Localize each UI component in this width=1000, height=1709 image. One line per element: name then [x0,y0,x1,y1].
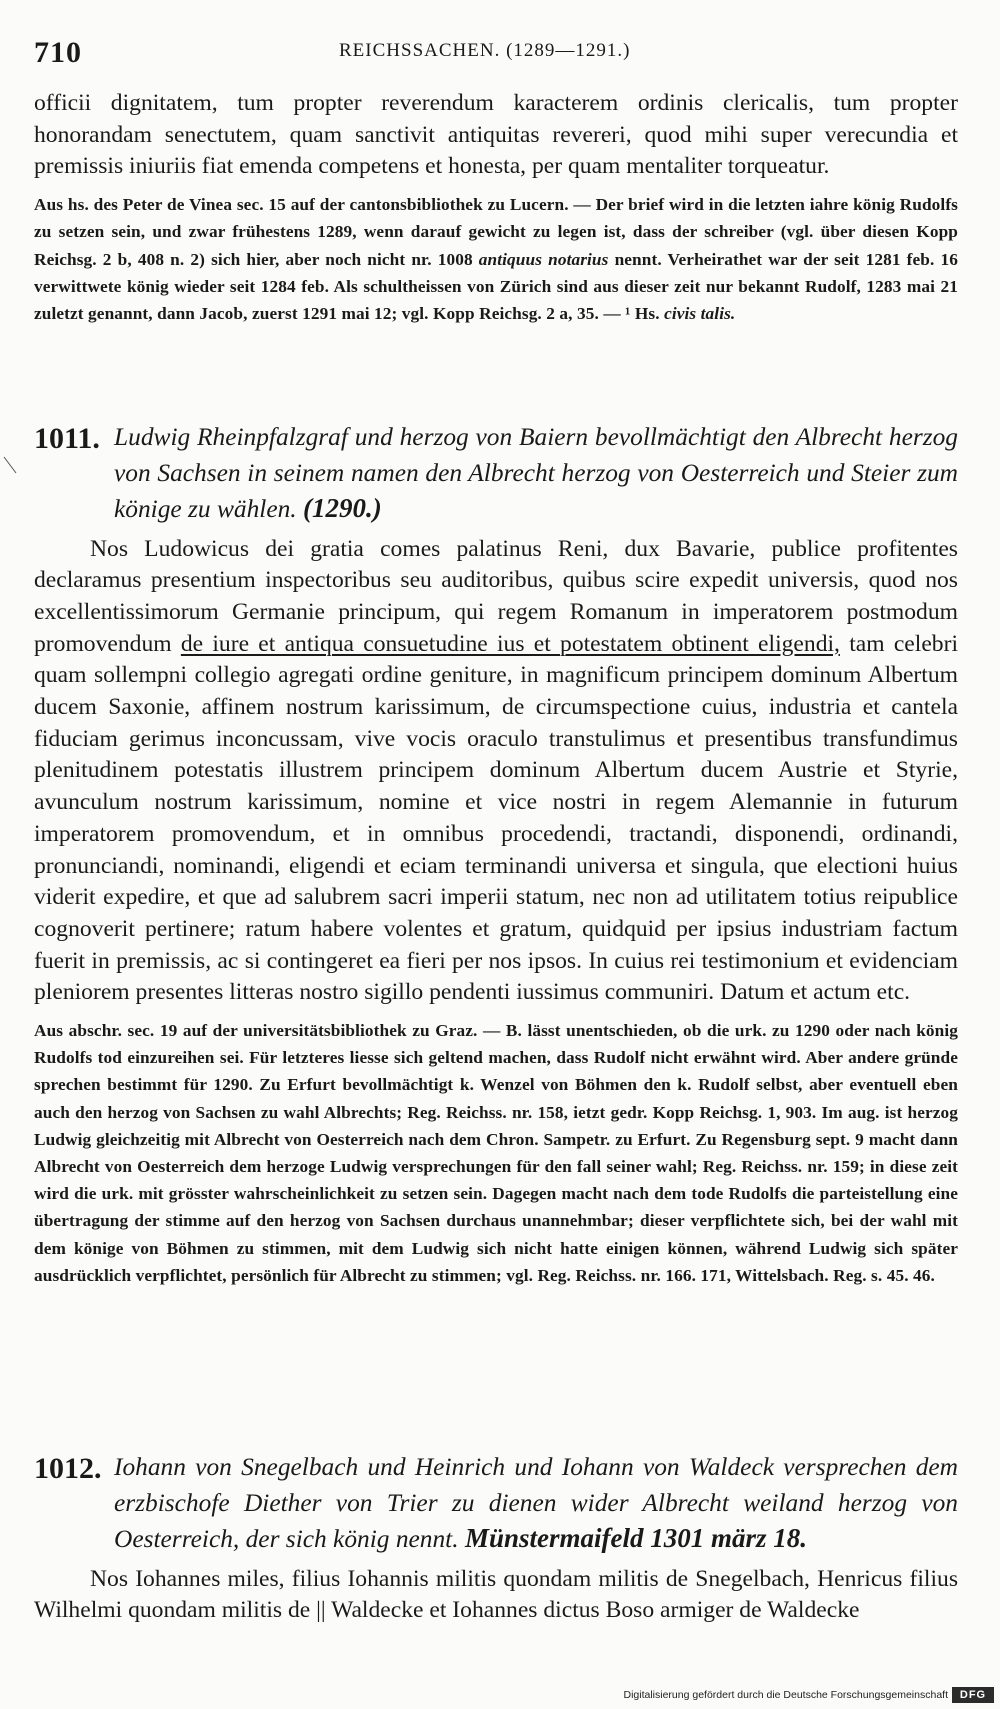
entry-date: Münstermaifeld 1301 märz 18. [464,1523,807,1553]
entry-title [114,1450,958,1558]
note-italic-term: antiquus notarius [478,249,609,269]
digitization-credit: Digitalisierung gefördert durch die Deutsche Forschungsgemeinschaft [623,1689,948,1701]
continuation-text: officii dignitatem, tum propter reverendum karacterem ordinis clericalis, tum propter honorandam senectutem, quam sanctivit antiquitas revereri, quod mihi super verecundia et premissis iniuriis fiat emenda competens et honesta, per quam mentaliter torqueatur. [34,90,958,180]
continuation-section [34,88,958,327]
entry-title-text: Iohann von Snegelbach und Heinrich und Iohann von Waldeck versprechen dem erzbischofe Diether von Trier zu dienen wider Albrecht weiland herzog von Oesterreich, der sich könig nennt. [114,1453,958,1553]
page-number: 710 [34,36,82,69]
underlined-passage: de iure et antiqua consuetudine ius et potestatem obtinent eligendi, [180,630,840,657]
note-italic-term: civis talis. [664,303,736,323]
entry-1011-body [34,534,958,1010]
entry-1011-note: Aus abschr. sec. 19 auf der universitätsbibliothek zu Graz. — B. lässt unentschieden, ob die urk. zu 1290 oder nach könig Rudolfs tod einzureihen sei. Für letzteres liesse sich geltend machen, dass Rudolf nicht erwähnt wird. Aber andere gründe sprechen bestimmt für 1290. Zu Erfurt bevollmächtigt k. Wenzel von Böhmen den k. Rudolf selbst, aber eventuell eben auch den herzog von Sachsen zu wahl Albrechts; Reg. Reichss. nr. 158, ietzt gedr. Kopp Reichsg. 1, 903. Im aug. ist herzog Ludwig gleichzeitig mit Albrecht von Oesterreich nach dem Chron. Sampetr. zu Erfurt. Zu Regensburg sept. 9 macht dann Albrecht von Oesterreich dem herzoge Ludwig versprechungen für den fall seiner wahl; Reg. Reichss. nr. 159; in diese zeit wird die urk. mit grösster wahrscheinlichkeit zu setzen sein. Dagegen macht nach dem tode Rudolfs die parteistellung eine übertragung der stimme auf den herzog von Sachsen durchaus unannehmbar; dieser verpflichtete sich, bei der wahl mit dem könige von Böhmen zu stimmen, mit dem Ludwig sich nicht hatte einigen können, während Ludwig sich später ausdrücklich verpflichtet, persönlich für Albrecht zu stimmen; vgl. Reg. Reichss. nr. 166. 171, Wittelsbach. Reg. s. 45. 46. [34,1021,958,1285]
entry-number: 1011. [34,422,100,455]
entry-1011-heading [34,420,958,528]
page-header [34,32,960,72]
continuation-note [34,191,958,327]
entry-date: (1290.) [303,493,382,523]
margin-pencil-mark [2,455,20,477]
note-text-part: nennt. Verheirathet war der seit 1281 feb. 16 verwittwete könig wieder seit 1284 feb. Als schultheissen von Zürich sind aus dieser zeit nur bekannt Rudolf, 1283 mai 21 zuletzt genannt, dann Jacob, zuerst 1291 mai 12; vgl. Kopp Reichsg. 2 a, 35. — ¹ Hs. [34,249,958,323]
body-text-part: Nos Ludowicus dei gratia comes palatinus Reni, dux Bavarie, publice profitentes declaramus presentium inspectoribus seu auditoribus, quibus scire expedit universis, quod nos excellentissimorum Germanie principum, qui regem Romanum in imperatorem postmodum promovendum [34,535,958,657]
entry-1012-body: Nos Iohannes miles, filius Iohannis militis quondam militis de Snegelbach, Henricus filius Wilhelmi quondam militis de || Waldecke et Iohannes dictus Boso armiger de Waldecke [34,1565,958,1624]
entry-1012-heading [34,1450,958,1558]
entry-title [114,420,958,528]
entry-1012 [34,1450,958,1627]
running-head: REICHSSACHEN. (1289—1291.) [339,40,631,61]
entry-1011 [34,420,958,1289]
entry-number: 1012. [34,1452,102,1485]
dfg-logo: DFG [952,1687,994,1703]
note-text-part: Aus hs. des Peter de Vinea sec. 15 auf der cantonsbibliothek zu Lucern. — Der brief wird in die letzten iahre könig Rudolfs zu setzen sein, und zwar frühestens 1289, wenn darauf gewicht zu legen ist, dass der schreiber (vgl. über diesen Kopp Reichsg. 2 b, 408 n. 2) sich hier, aber noch nicht nr. 1008 [34,195,958,269]
body-text-part: tam celebri quam sollempni collegio agregati ordine geniture, in magnificum principem dominum Albertum ducem Saxonie, affinem nostrum karissimum, de circumspectione cuius, industria et cantela fiduciam gerimus inconcussam, vive vocis oraculo transtulimus et presentibus transfundimus plenitudinem potestatis illustrem principem dominum Albertum ducem Austrie et Styrie, avunculum nostrum karissimum, nomine et vice nostri in regem Alemannie in futurum imperatorem promovendum, et in omnibus procedendi, tractandi, disponendi, ordinandi, pronunciandi, nominandi, eligendi et eciam terminandi universa et singula, que electioni huius viderit expedire, et que ad salubrem sacri imperii statum, nec non ad utilitatem totius reipublice cognoverit pertinere; ratum habere volentes et gratum, quidquid per ipsius industriam factum fuerit in premissis, ac si contingeret ea fieri per nos ipsos. In cuius rei testimonium et evidenciam pleniorem presentes litteras nostro sigillo pendenti iussimus communiri. Datum et actum etc. [34,630,958,1006]
entry-title-text: Ludwig Rheinpfalzgraf und herzog von Baiern bevollmächtigt den Albrecht herzog von Sachsen in seinem namen den Albrecht herzog von Oesterreich und Steier zum könige zu wählen. [114,423,958,523]
